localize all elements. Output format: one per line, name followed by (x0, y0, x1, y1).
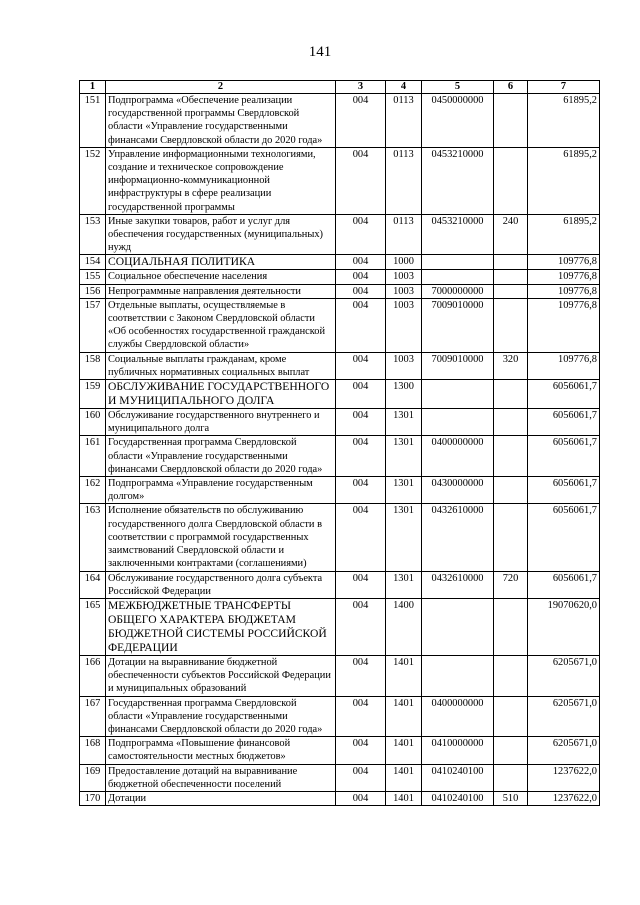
table-row (80, 571, 600, 598)
row-amount: 6056061,7 (528, 436, 600, 477)
row-section-code: 0113 (386, 147, 422, 214)
row-admin-code: 004 (336, 380, 386, 409)
header-col-5: 5 (422, 81, 494, 94)
row-target-code: 7009010000 (422, 352, 494, 379)
row-number: 163 (80, 504, 106, 571)
row-section-code: 1400 (386, 598, 422, 655)
row-number: 159 (80, 380, 106, 409)
row-number: 168 (80, 737, 106, 764)
row-section-code: 1401 (386, 696, 422, 737)
row-target-code: 0430000000 (422, 477, 494, 504)
row-target-code: 0453210000 (422, 147, 494, 214)
row-section-code: 1301 (386, 571, 422, 598)
row-name: Государственная программа Свердловской области «Управление государственными финансами Свердловской области до 2020 года» (106, 696, 336, 737)
row-amount: 109776,8 (528, 270, 600, 284)
table-row (80, 436, 600, 477)
row-name: Дотации на выравнивание бюджетной обеспеченности субъектов Российской Федерации и муниципальных образований (106, 655, 336, 696)
row-section-code: 1301 (386, 409, 422, 436)
table-row (80, 298, 600, 352)
row-section-code: 1301 (386, 436, 422, 477)
row-target-code: 0432610000 (422, 504, 494, 571)
table-row (80, 255, 600, 270)
row-number: 170 (80, 791, 106, 805)
table-row (80, 409, 600, 436)
row-admin-code: 004 (336, 94, 386, 148)
row-expense-type: 240 (494, 214, 528, 255)
row-admin-code: 004 (336, 284, 386, 298)
row-section-code: 1000 (386, 255, 422, 270)
row-section-code: 1003 (386, 284, 422, 298)
row-expense-type (494, 477, 528, 504)
header-col-7: 7 (528, 81, 600, 94)
row-target-code (422, 255, 494, 270)
row-section-code: 1300 (386, 380, 422, 409)
row-number: 160 (80, 409, 106, 436)
row-name: Социальные выплаты гражданам, кроме публичных нормативных социальных выплат (106, 352, 336, 379)
row-number: 153 (80, 214, 106, 255)
row-number: 166 (80, 655, 106, 696)
row-amount: 6205671,0 (528, 737, 600, 764)
row-number: 158 (80, 352, 106, 379)
row-admin-code: 004 (336, 147, 386, 214)
table-row (80, 477, 600, 504)
table-row (80, 270, 600, 284)
row-expense-type (494, 380, 528, 409)
row-expense-type (494, 147, 528, 214)
row-target-code: 7009010000 (422, 298, 494, 352)
row-target-code: 0453210000 (422, 214, 494, 255)
table-row (80, 598, 600, 655)
row-section-code: 0113 (386, 94, 422, 148)
row-expense-type (494, 598, 528, 655)
row-name: Исполнение обязательств по обслуживанию государственного долга Свердловской области в соответствии с программой государственных заимствований Свердловской области и заключенными контрактами (соглашениями) (106, 504, 336, 571)
row-target-code: 7000000000 (422, 284, 494, 298)
row-amount: 6056061,7 (528, 504, 600, 571)
row-admin-code: 004 (336, 352, 386, 379)
row-target-code: 0410240100 (422, 791, 494, 805)
table-header-row (80, 81, 600, 94)
row-target-code: 0400000000 (422, 436, 494, 477)
row-admin-code: 004 (336, 571, 386, 598)
row-admin-code: 004 (336, 255, 386, 270)
row-amount: 109776,8 (528, 284, 600, 298)
row-target-code (422, 598, 494, 655)
row-expense-type (494, 270, 528, 284)
row-name: Обслуживание государственного внутреннего и муниципального долга (106, 409, 336, 436)
row-target-code (422, 655, 494, 696)
page-number: 141 (308, 44, 332, 60)
header-col-6: 6 (494, 81, 528, 94)
row-expense-type: 320 (494, 352, 528, 379)
row-expense-type (494, 409, 528, 436)
row-admin-code: 004 (336, 791, 386, 805)
row-section-code: 1401 (386, 737, 422, 764)
row-name: СОЦИАЛЬНАЯ ПОЛИТИКА (106, 255, 336, 270)
row-name: МЕЖБЮДЖЕТНЫЕ ТРАНСФЕРТЫ ОБЩЕГО ХАРАКТЕРА БЮДЖЕТАМ БЮДЖЕТНОЙ СИСТЕМЫ РОССИЙСКОЙ ФЕДЕРАЦИИ (106, 598, 336, 655)
table-row (80, 696, 600, 737)
row-name: Социальное обеспечение населения (106, 270, 336, 284)
row-admin-code: 004 (336, 477, 386, 504)
row-number: 157 (80, 298, 106, 352)
row-section-code: 1401 (386, 791, 422, 805)
row-amount: 6056061,7 (528, 477, 600, 504)
row-name: Дотации (106, 791, 336, 805)
row-number: 161 (80, 436, 106, 477)
row-section-code: 1003 (386, 352, 422, 379)
row-number: 152 (80, 147, 106, 214)
table-row (80, 147, 600, 214)
table-row (80, 94, 600, 148)
table-row (80, 352, 600, 379)
row-expense-type (494, 737, 528, 764)
budget-table (79, 80, 600, 806)
table-row (80, 791, 600, 805)
header-col-4: 4 (386, 81, 422, 94)
row-expense-type: 720 (494, 571, 528, 598)
row-expense-type (494, 436, 528, 477)
row-amount: 6056061,7 (528, 380, 600, 409)
row-name: ОБСЛУЖИВАНИЕ ГОСУДАРСТВЕННОГО И МУНИЦИПАЛЬНОГО ДОЛГА (106, 380, 336, 409)
row-amount: 109776,8 (528, 352, 600, 379)
row-name: Непрограммные направления деятельности (106, 284, 336, 298)
header-col-3: 3 (336, 81, 386, 94)
row-amount: 6205671,0 (528, 696, 600, 737)
row-admin-code: 004 (336, 764, 386, 791)
row-amount: 61895,2 (528, 94, 600, 148)
row-section-code: 1003 (386, 270, 422, 284)
row-number: 167 (80, 696, 106, 737)
row-amount: 61895,2 (528, 214, 600, 255)
row-expense-type: 510 (494, 791, 528, 805)
row-expense-type (494, 504, 528, 571)
row-section-code: 1401 (386, 764, 422, 791)
row-section-code: 1301 (386, 504, 422, 571)
row-number: 169 (80, 764, 106, 791)
row-admin-code: 004 (336, 214, 386, 255)
table-row (80, 214, 600, 255)
row-admin-code: 004 (336, 409, 386, 436)
row-admin-code: 004 (336, 655, 386, 696)
row-admin-code: 004 (336, 737, 386, 764)
row-target-code (422, 270, 494, 284)
row-expense-type (494, 94, 528, 148)
row-target-code: 0410240100 (422, 764, 494, 791)
row-expense-type (494, 255, 528, 270)
row-number: 162 (80, 477, 106, 504)
row-target-code: 0410000000 (422, 737, 494, 764)
table-row (80, 737, 600, 764)
row-section-code: 1003 (386, 298, 422, 352)
row-amount: 19070620,0 (528, 598, 600, 655)
row-name: Подпрограмма «Обеспечение реализации государственной программы Свердловской области «Управление государственными финансами Свердловской области до 2020 года» (106, 94, 336, 148)
row-name: Управление информационными технологиями, создание и техническое сопровождение информационно-коммуникационной инфраструктуры в сфере реализации государственной программы (106, 147, 336, 214)
row-target-code: 0432610000 (422, 571, 494, 598)
table-row (80, 284, 600, 298)
row-target-code: 0450000000 (422, 94, 494, 148)
row-admin-code: 004 (336, 696, 386, 737)
row-number: 155 (80, 270, 106, 284)
row-target-code (422, 380, 494, 409)
row-name: Отдельные выплаты, осуществляемые в соответствии с Законом Свердловской области «Об особенностях государственной гражданской службы Свердловской области» (106, 298, 336, 352)
row-section-code: 0113 (386, 214, 422, 255)
table-row (80, 764, 600, 791)
row-amount: 6056061,7 (528, 571, 600, 598)
row-admin-code: 004 (336, 298, 386, 352)
row-number: 154 (80, 255, 106, 270)
row-expense-type (494, 655, 528, 696)
row-name: Подпрограмма «Повышение финансовой самостоятельности местных бюджетов» (106, 737, 336, 764)
row-name: Государственная программа Свердловской области «Управление государственными финансами Свердловской области до 2020 года» (106, 436, 336, 477)
row-section-code: 1301 (386, 477, 422, 504)
table-row (80, 655, 600, 696)
row-amount: 109776,8 (528, 298, 600, 352)
row-number: 156 (80, 284, 106, 298)
row-admin-code: 004 (336, 270, 386, 284)
row-number: 151 (80, 94, 106, 148)
row-amount: 109776,8 (528, 255, 600, 270)
header-col-2: 2 (106, 81, 336, 94)
row-section-code: 1401 (386, 655, 422, 696)
row-amount: 1237622,0 (528, 791, 600, 805)
row-amount: 6205671,0 (528, 655, 600, 696)
table-row (80, 380, 600, 409)
row-admin-code: 004 (336, 598, 386, 655)
table-body (80, 94, 600, 806)
row-expense-type (494, 298, 528, 352)
row-target-code (422, 409, 494, 436)
row-number: 164 (80, 571, 106, 598)
row-name: Подпрограмма «Управление государственным долгом» (106, 477, 336, 504)
row-name: Предоставление дотаций на выравнивание бюджетной обеспеченности поселений (106, 764, 336, 791)
row-expense-type (494, 284, 528, 298)
row-number: 165 (80, 598, 106, 655)
row-expense-type (494, 764, 528, 791)
row-admin-code: 004 (336, 436, 386, 477)
row-amount: 61895,2 (528, 147, 600, 214)
table-row (80, 504, 600, 571)
row-amount: 1237622,0 (528, 764, 600, 791)
row-target-code: 0400000000 (422, 696, 494, 737)
row-name: Иные закупки товаров, работ и услуг для обеспечения государственных (муниципальных) нужд (106, 214, 336, 255)
header-col-1: 1 (80, 81, 106, 94)
row-expense-type (494, 696, 528, 737)
row-amount: 6056061,7 (528, 409, 600, 436)
row-admin-code: 004 (336, 504, 386, 571)
row-name: Обслуживание государственного долга субъекта Российской Федерации (106, 571, 336, 598)
